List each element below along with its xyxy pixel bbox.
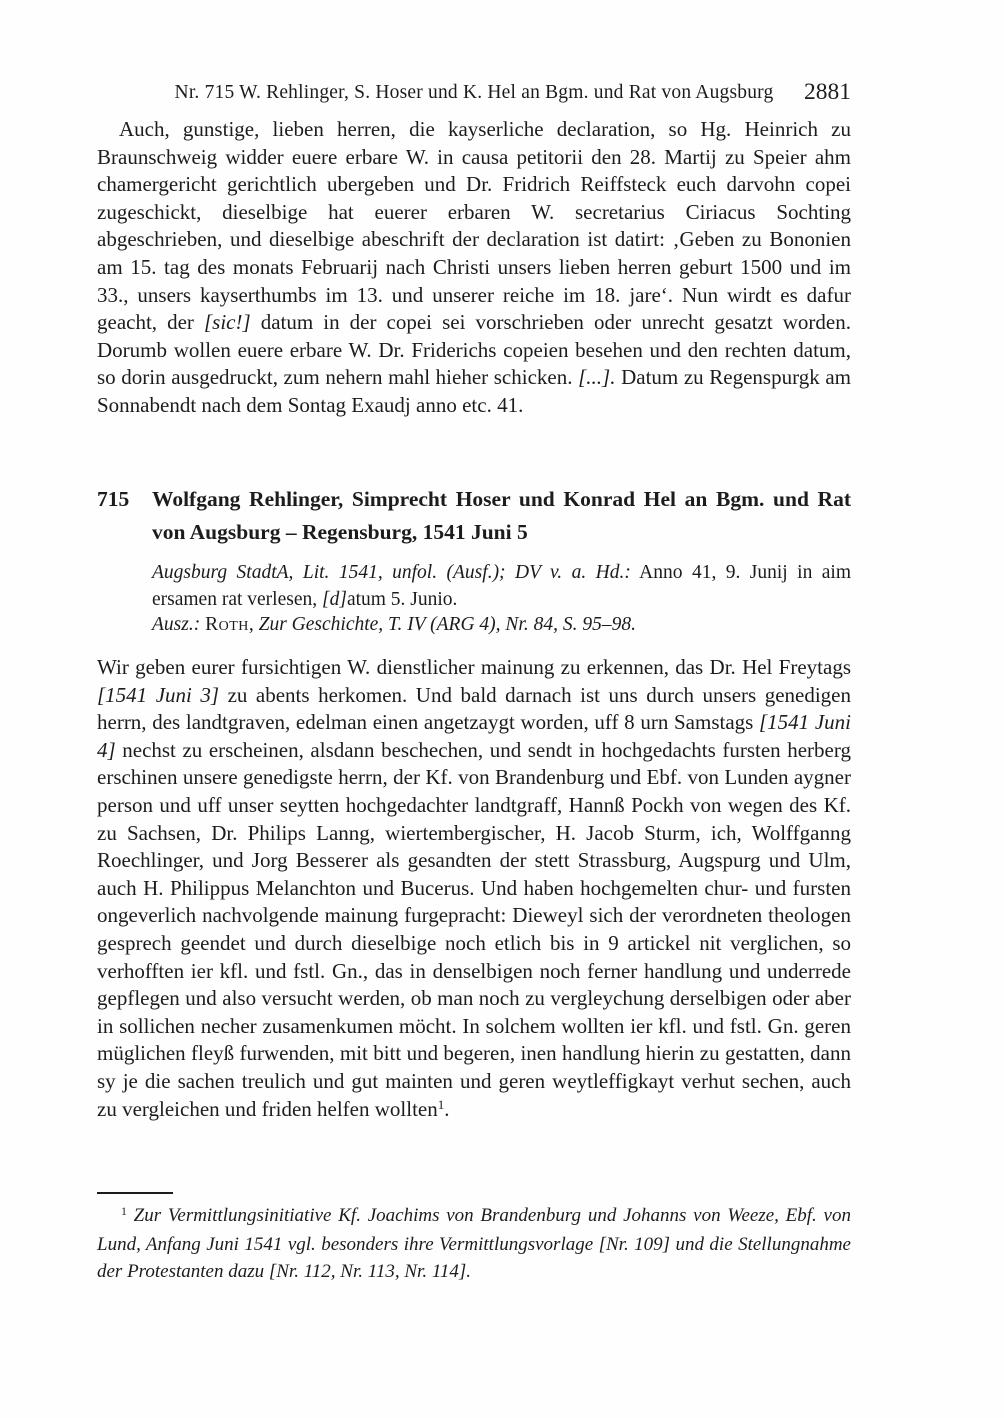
page-number: 2881 (804, 79, 851, 105)
entry-number: 715 (97, 487, 130, 511)
running-header (97, 80, 851, 110)
running-title: Nr. 715 W. Rehlinger, S. Hoser und K. Hel an Bgm. und Rat von Augsburg (174, 82, 774, 103)
entry-heading (97, 483, 851, 549)
footnote-divider (97, 1192, 173, 1194)
previous-entry-paragraph: Auch, gunstige, lieben herren, die kayserliche declaration, so Hg. Heinrich zu Braunschweig widder euere erbare W. in causa petitorii den 28. Martij zu Speier ahm chamergericht gerichtlich ubergeben und Dr. Fridrich Reiffsteck euch darvohn copei zugeschickt, dieselbige hat euerer erbaren W. secretarius Ciriacus Sochting abgeschrieben, und dieselbige abeschrift der declaration ist datirt: ‚Geben zu Bononien am 15. tag des monats Februarij nach Christi unsers lieben herren geburt 1500 und im 33., unsers kayserthumbs im 13. und unserer reiche im 18. jare‘. Nun wirdt es dafur geacht, der [sic!] datum in der copei sei vorschrieben oder unrecht gesatzt worden. Dorumb wollen euere erbare W. Dr. Friderichs copeien besehen und den rechten datum, so dorin ausgedruckt, zum nehern mahl hieher schicken. [...]. Datum zu Regenspurgk am Sonnabendt nach dem Sontag Exaudj anno etc. 41. (97, 117, 851, 417)
entry-body-paragraph: Wir geben eurer fursichtigen W. dienstlicher mainung zu erkennen, das Dr. Hel Freytags [1541 Juni 3] zu abents herkomen. Und bald darnach ist uns durch unsers genedigen herrn, des landtgraven, edelman einen angetzaygt worden, uff 8 urn Samstags [1541 Juni 4] nechst zu erscheinen, alsdann beschechen, und sendt in hochgedachts fursten herberg erschinen unsere genedigste herrn, der Kf. von Brandenburg und Ebf. von Lunden aygner person und uff unser seytten hochgedachter landtgraff, Hannß Pockh von wegen des Kf. zu Sachsen, Dr. Philips Lanng, wiertembergischer, H. Jacob Sturm, ich, Wolffganng Roechlinger, und Jorg Besserer als gesandten der stett Strassburg, Augspurg und Ulm, auch H. Philippus Melanchton und Bucerus. Und haben hochgemelten chur- und fursten ongeverlich nachvolgende mainung furgepracht: Dieweyl sich der verordneten theologen gesprech geendet und durch dieselbige noch etlich bis in 9 artickel nit verglichen, so verhofften ier kfl. und fstl. Gn., das in denselbigen noch ferner handlung und underrede gepflegen und also versucht werden, ob man noch zu vergleychung derselbigen oder aber in sollichen necher zusamenkumen möcht. In solchem wollten ier kfl. und fstl. Gn. geren müglichen fleyß furwenden, mit bitt und begeren, inen handlung hierin zu gestatten, dann sy je die sachen treulich und gut mainten und geren weytleffigkayt verhut sechen, auch zu vergleichen und friden helfen wollten$^1$. (97, 655, 852, 1121)
footnote: $^1$ Zur Vermittlungsinitiative Kf. Joachims von Brandenburg und Johanns von Weeze, Ebf. von Lund, Anfang Juni 1541 vgl. besonders ihre Vermittlungsvorlage [Nr. 109] und die Stellungnahme der Protestanten dazu [Nr. 112, Nr. 113, Nr. 114]. (97, 1205, 851, 1282)
entry-title: Wolfgang Rehlinger, Simprecht Hoser und Konrad Hel an Bgm. und Rat von Augsburg – Regensburg, 1541 Juni 5 (152, 487, 851, 544)
excerpt-note: Ausz.: Roth, Zur Geschichte, T. IV (ARG 4), Nr. 84, S. 95–98. (152, 614, 636, 635)
source-note: Augsburg StadtA, Lit. 1541, unfol. (Ausf.); DV v. a. Hd.: Anno 41, 9. Junij in aim ersamen rat verlesen, [d]atum 5. Junio. (152, 562, 851, 610)
